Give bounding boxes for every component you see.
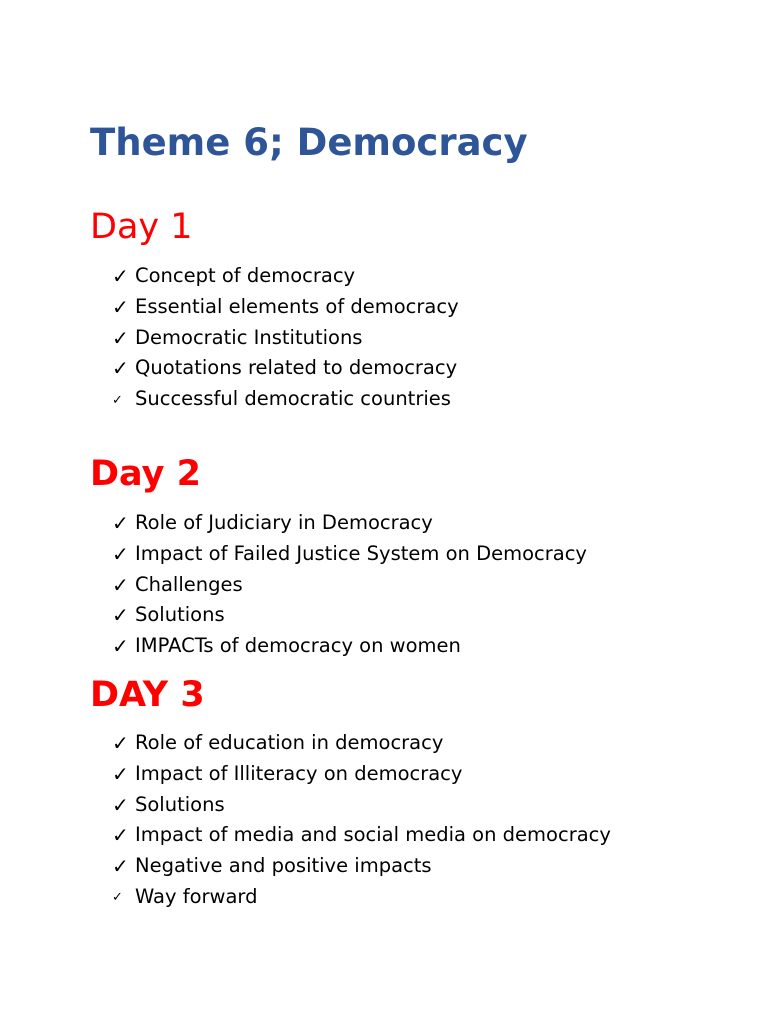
list-item-text: Successful democratic countries bbox=[135, 387, 451, 411]
list-item-text: Solutions bbox=[135, 603, 225, 627]
list-item-text: Essential elements of democracy bbox=[135, 294, 459, 318]
list-item bbox=[112, 508, 587, 539]
list-item-text: Democratic Institutions bbox=[135, 325, 363, 349]
day-3-topic-list bbox=[112, 728, 611, 913]
section-heading-day-1: Day 1 bbox=[90, 207, 193, 247]
list-item bbox=[112, 261, 459, 292]
list-item-text: Quotations related to democracy bbox=[135, 356, 458, 380]
section-heading-day-3: DAY 3 bbox=[90, 675, 205, 715]
check-mark-icon: ✓ bbox=[112, 792, 129, 817]
small-check-mark-icon: ✓ bbox=[112, 392, 123, 408]
page-title: Theme 6; Democracy bbox=[90, 121, 528, 164]
list-item-text: Role of Judiciary in Democracy bbox=[135, 511, 433, 534]
list-item-text: Impact of Failed Justice System on Democracy bbox=[135, 541, 587, 565]
list-item bbox=[112, 631, 587, 662]
section-heading-day-2: Day 2 bbox=[90, 454, 201, 494]
list-item bbox=[112, 600, 587, 631]
list-item-text: Way forward bbox=[135, 884, 258, 908]
list-item-text: Impact of media and social media on democracy bbox=[135, 823, 611, 847]
list-item bbox=[112, 353, 459, 384]
list-item bbox=[112, 728, 611, 759]
check-mark-icon: ✓ bbox=[112, 541, 129, 566]
list-item bbox=[112, 384, 459, 415]
list-item-text: Role of education in democracy bbox=[135, 731, 444, 754]
check-mark-icon: ✓ bbox=[112, 731, 129, 755]
check-mark-icon: ✓ bbox=[112, 634, 129, 659]
list-item bbox=[112, 790, 611, 821]
day-1-topic-list bbox=[112, 261, 459, 415]
list-item bbox=[112, 882, 611, 913]
list-item bbox=[112, 323, 459, 354]
check-mark-icon: ✓ bbox=[112, 264, 129, 288]
check-mark-icon: ✓ bbox=[112, 572, 129, 597]
list-item-text: IMPACTs of democracy on women bbox=[135, 634, 461, 658]
check-mark-icon: ✓ bbox=[112, 356, 129, 381]
check-mark-icon: ✓ bbox=[112, 325, 129, 350]
list-item-text: Concept of democracy bbox=[135, 264, 356, 287]
check-mark-icon: ✓ bbox=[112, 854, 129, 879]
list-item-text: Challenges bbox=[135, 572, 243, 596]
check-mark-icon: ✓ bbox=[112, 761, 129, 786]
list-item bbox=[112, 759, 611, 790]
list-item bbox=[112, 292, 459, 323]
small-check-mark-icon: ✓ bbox=[112, 890, 123, 906]
list-item bbox=[112, 539, 587, 570]
day-2-topic-list bbox=[112, 508, 587, 662]
list-item bbox=[112, 820, 611, 851]
check-mark-icon: ✓ bbox=[112, 823, 129, 848]
list-item bbox=[112, 851, 611, 882]
list-item bbox=[112, 570, 587, 601]
check-mark-icon: ✓ bbox=[112, 603, 129, 628]
check-mark-icon: ✓ bbox=[112, 511, 129, 535]
list-item-text: Solutions bbox=[135, 792, 225, 816]
list-item-text: Negative and positive impacts bbox=[135, 854, 432, 878]
list-item-text: Impact of Illiteracy on democracy bbox=[135, 761, 463, 785]
check-mark-icon: ✓ bbox=[112, 294, 129, 319]
